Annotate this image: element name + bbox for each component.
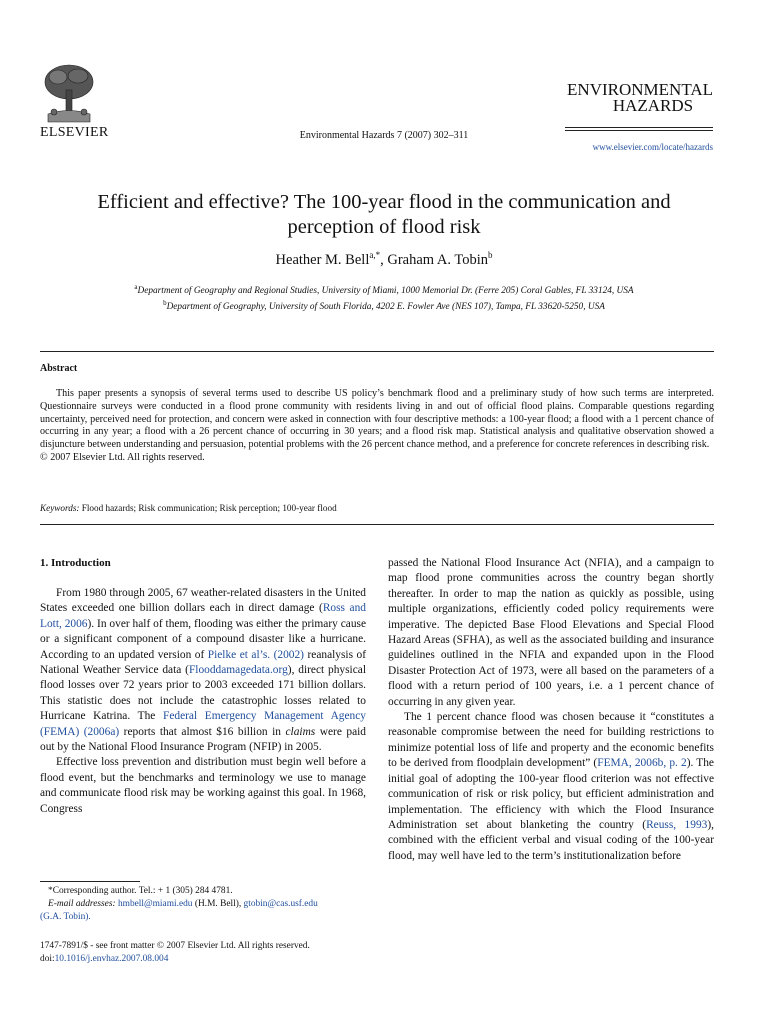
journal-brand [553, 82, 713, 114]
article-title [40, 190, 728, 240]
column-left [40, 586, 366, 817]
email-link[interactable]: hmbell@miami.edu [117, 899, 193, 909]
affiliation-b: Department of Geography, University of South Florida, 4202 E. Fowler Ave (NES 107), Tampa, FL 33620-5250, USA [166, 302, 605, 313]
abstract-heading: Abstract [40, 363, 78, 374]
divider [40, 524, 714, 525]
author-2-sup: b [487, 250, 493, 260]
column-right [388, 556, 714, 864]
abstract-text: This paper presents a synopsis of several terms used to describe US policy’s benchmark flood and a preliminary study of how such terms are interpreted. Questionnaire surveys were conducted in a flood prone community with residents living in and out of official flood plains. Comparable questions regarding uncertainty, perceived need for protection, and concern were asked in connection with four descriptive methods: a 100-year flood; a flood with a 1 percent chance of occurring in any year; a flood with a 26 percent chance of occurring in 30 years; and a flood risk map. Statistical analysis and qualitative observation showed a disjuncture between understanding and persuasion, potential problems with the 26 percent chance method, and a preference for concrete references in describing risk. [40, 388, 714, 451]
title-line-1: Efficient and effective? The 100-year flood in the communication and [97, 191, 671, 213]
author-separator: , [380, 251, 388, 268]
brand-rule [565, 127, 713, 128]
citation-link[interactable]: Ross and Lott, 2006 [40, 602, 366, 630]
issn-line: 1747-7891/$ - see front matter © 2007 Elsevier Ltd. All rights reserved. [40, 941, 310, 951]
keywords-label: Keywords: [40, 503, 80, 513]
affiliation-a: Department of Geography and Regional Studies, University of Miami, 1000 Memorial Dr. (Ferre 205) Coral Gables, FL 33124, USA [137, 286, 634, 297]
bottom-info [40, 940, 310, 966]
citation-link[interactable]: FEMA, 2006b, p. 2 [597, 757, 687, 770]
text: (H.M. Bell), [192, 899, 244, 909]
keywords [40, 503, 337, 513]
footnote-rule [40, 881, 140, 882]
text: ). The initial goal of adopting the 100-year flood criterion was not effective communication of risk or risk policy, but efficient administration and implementation. The efficiency with which the Flood Insurance Administration set about blanketing the country ( [388, 757, 714, 831]
author-2: Graham A. Tobin [387, 251, 488, 268]
text: were paid out by the National Flood Insurance Program (NFIP) in 2005. [40, 725, 367, 754]
affiliations [40, 281, 728, 313]
paragraph: Effective loss prevention and distribution must begin well before a flood event, but the benchmarks and terminology we use to manage and communicate flood risk may be working against this goal. In 1968, Congress [40, 756, 366, 815]
author-1-sup: a,* [369, 250, 381, 260]
text: From 1980 through 2005, 67 weather-related disasters in the United States exceeded one billion dollars each in direct damage ( [40, 587, 366, 615]
journal-citation: Environmental Hazards 7 (2007) 302–311 [299, 130, 469, 141]
authors [0, 250, 768, 269]
text: ), direct physical flood losses over 72 years prior to 2003 exceeded 171 billion dollars. This statistic does not include the catastrophic losses related to Hurricane Katrina. The [40, 664, 366, 723]
abstract-body [40, 388, 714, 465]
text: ). In over half of them, flooding was either the primary cause or a significant component of a compound disaster like a hurricane. According to an updated version of [40, 617, 366, 661]
journal-url-link[interactable]: www.elsevier.com/locate/hazards [592, 142, 713, 152]
section-heading: 1. Introduction [40, 557, 111, 569]
emphasis: claims [285, 725, 316, 738]
text: The 1 percent chance flood was chosen because it “constitutes a reasonable compromise between the need for building restrictions to minimize potential loss of life and property and the economic benefits to be derived from floodplain development” ( [388, 711, 714, 770]
doi-label: doi: [40, 954, 55, 964]
divider [40, 351, 714, 352]
title-line-2: perception of flood risk [287, 216, 481, 238]
affil-a-sup: a [134, 283, 138, 291]
text: ), combined with the efficient verbal and visual coding of the 100-year flood, may well have led to the term’s institutionalization before [388, 818, 714, 862]
author-1: Heather M. Bell [275, 251, 370, 268]
email-owner-link[interactable]: (G.A. Tobin). [40, 912, 91, 922]
email-line [40, 898, 370, 924]
footnote [40, 885, 370, 924]
paragraph: passed the National Flood Insurance Act (NFIA), and a campaign to map flood prone communities across the country began shortly thereafter. In order to map the nation as quickly as possible, using multiple organizations, efficiently coded policy requirements were imperative. The depicted Base Flood Elevations and Special Flood Hazard Areas (SFHA), as well as the associated building and insurance guidelines outlined in the NFIA and expanded upon in the Flood Disaster Protection Act of 1973, were all based on the parameters of a flood with a return period of 100 years, i.e. a 1 percent chance of occurring in any given year. [388, 557, 714, 708]
elsevier-tree-logo [40, 62, 98, 124]
keywords-list: Flood hazards; Risk communication; Risk perception; 100-year flood [79, 503, 337, 513]
doi-line [40, 953, 310, 966]
brand-line-1: ENVIRONMENTAL [567, 80, 713, 99]
publisher-name: ELSEVIER [40, 125, 109, 140]
citation-link[interactable]: Reuss, 1993 [646, 818, 708, 831]
citation-link[interactable]: Flooddamagedata.org [188, 664, 288, 677]
brand-rule [565, 130, 713, 131]
corresponding-author: *Corresponding author. Tel.: + 1 (305) 284 4781. [48, 886, 233, 896]
citation-link[interactable]: Federal Emergency Management Agency (FEMA) (2006a) [40, 710, 366, 738]
paragraph [388, 710, 714, 864]
brand-line-2: HAZARDS [612, 96, 694, 115]
affil-b-sup: b [163, 299, 167, 308]
paragraph [40, 586, 366, 755]
doi-link[interactable]: 10.1016/j.envhaz.2007.08.004 [54, 954, 169, 964]
abstract-copyright: © 2007 Elsevier Ltd. All rights reserved. [40, 451, 205, 463]
text: reanalysis of National Weather Service data ( [40, 648, 366, 677]
citation-link[interactable]: Pielke et al’s. (2002) [207, 648, 304, 661]
email-label: E-mail addresses: [48, 899, 116, 909]
text: reports that almost $16 billion in [119, 725, 286, 738]
email-link[interactable]: gtobin@cas.usf.edu [243, 899, 318, 909]
